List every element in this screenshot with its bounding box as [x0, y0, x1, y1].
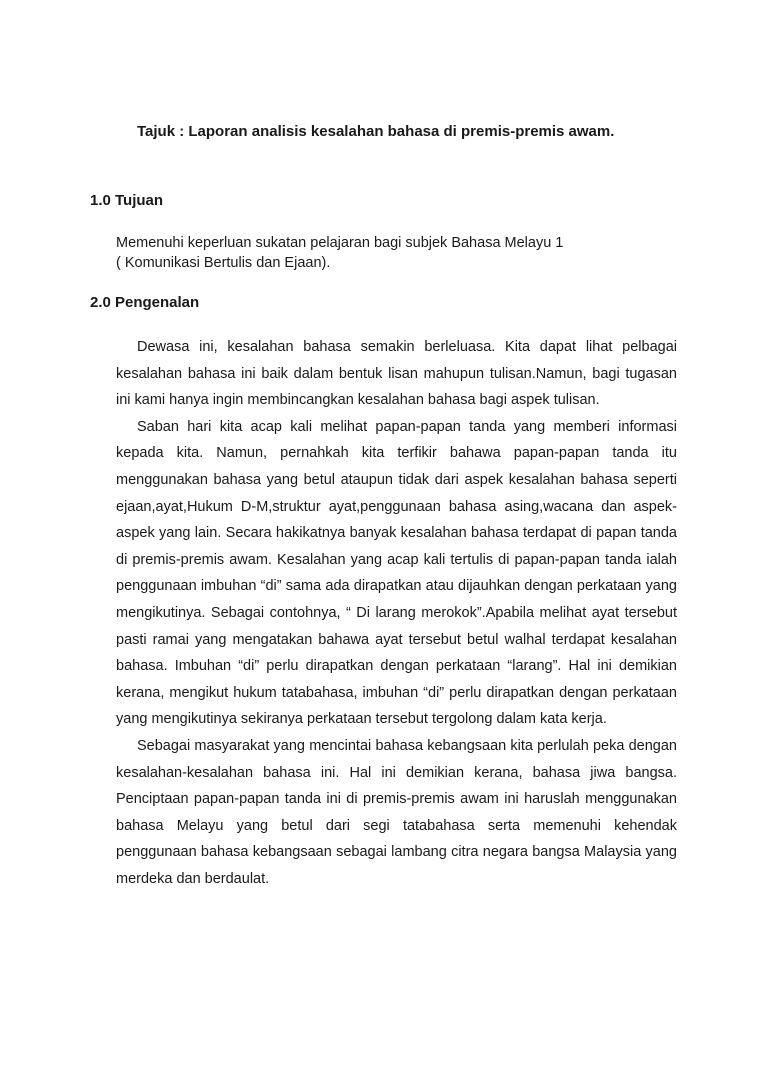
pengenalan-body — [116, 334, 677, 892]
section-title: Pengenalan — [115, 294, 200, 311]
section-number: 1.0 — [90, 192, 111, 209]
tujuan-line: Memenuhi keperluan sukatan pelajaran bagi subjek Bahasa Melayu 1 — [116, 235, 564, 251]
section-title: Tujuan — [115, 192, 164, 209]
paragraph: Dewasa ini, kesalahan bahasa semakin berleluasa. Kita dapat lihat pelbagai kesalahan bahasa ini baik dalam bentuk lisan mahupun tulisan.Namun, bagi tugasan ini kami hanya ingin membincangkan kesalahan bahasa bagi aspek tulisan. — [116, 339, 677, 409]
document-title: Tajuk : Laporan analisis kesalahan bahasa di premis-premis awam. — [137, 123, 615, 140]
section-number: 2.0 — [90, 294, 111, 311]
section-heading-pengenalan — [90, 293, 199, 313]
paragraph: Saban hari kita acap kali melihat papan-papan tanda yang memberi informasi kepada kita. Namun, pernahkah kita terfikir bahawa papan-papan tanda itu menggunakan bahasa yang betul ataupun tidak dari aspek kesalahan bahasa seperti ejaan,ayat,Hukum D-M,struktur ayat,penggunaan bahasa asing,wacana dan aspek-aspek yang lain. Secara hakikatnya banyak kesalahan bahasa terdapat di papan tanda di premis-premis awam. Kesalahan yang acap kali tertulis di papan-papan tanda ialah penggunaan imbuhan “di” sama ada dirapatkan atau dijauhkan dengan perkataan yang mengikutinya. Sebagai contohnya, “ Di larang merokok”.Apabila melihat ayat tersebut pasti ramai yang mengatakan bahawa ayat tersebut betul walhal terdapat kesalahan bahasa. Imbuhan “di” perlu dirapatkan dengan perkataan “larang”. Hal ini demikian kerana, mengikut hukum tatabahasa, imbuhan “di” perlu dirapatkan dengan perkataan yang mengikutinya sekiranya perkataan tersebut tergolong dalam kata kerja. — [116, 418, 677, 728]
tujuan-line: ( Komunikasi Bertulis dan Ejaan). — [116, 255, 331, 271]
paragraph: Sebagai masyarakat yang mencintai bahasa kebangsaan kita perlulah peka dengan kesalahan-kesalahan bahasa ini. Hal ini demikian kerana, bahasa jiwa bangsa. Penciptaan papan-papan tanda ini di premis-premis awam ini haruslah menggunakan bahasa Melayu yang betul dari segi tatabahasa serta memenuhi kehendak penggunaan bahasa kebangsaan sebagai lambang citra negara bangsa Malaysia yang merdeka dan berdaulat. — [116, 737, 677, 887]
tujuan-body — [116, 233, 676, 273]
section-heading-tujuan — [90, 191, 163, 211]
